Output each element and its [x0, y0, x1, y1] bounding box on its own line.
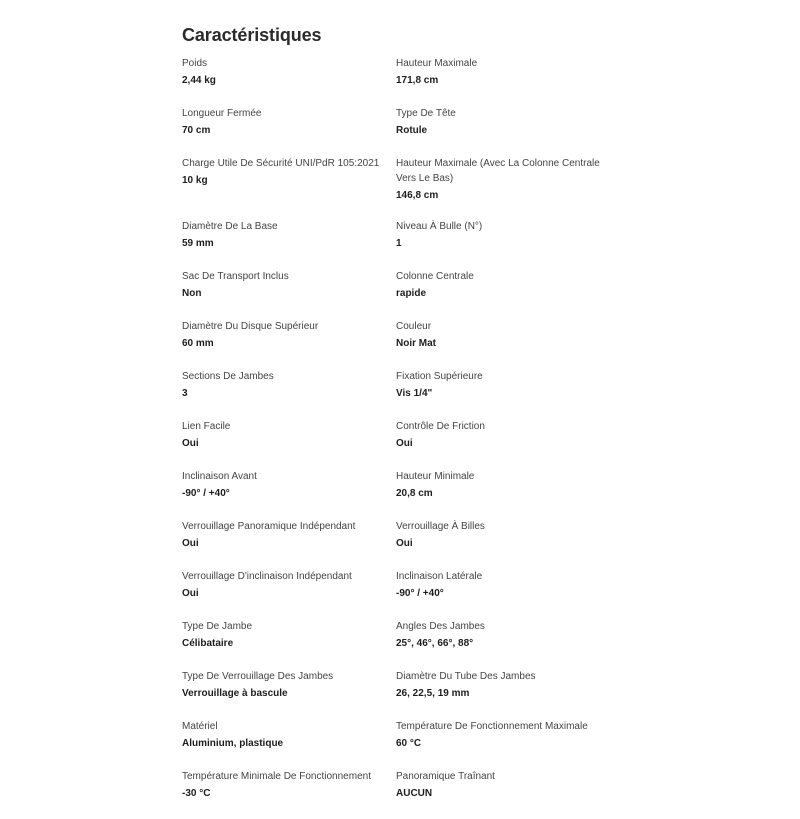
- spec-value: 146,8 cm: [396, 190, 439, 201]
- spec-value: 20,8 cm: [396, 488, 433, 499]
- spec-label: Type De Jambe: [182, 621, 253, 632]
- spec-label: Longueur Fermée: [182, 108, 262, 119]
- spec-value: 26, 22,5, 19 mm: [396, 688, 470, 699]
- section-title: Caractéristiques: [182, 25, 322, 45]
- spec-label: Lien Facile: [182, 421, 231, 432]
- spec-item-hauteur-maximale-colonne-bas: [396, 156, 622, 219]
- spec-label: Hauteur Maximale (Avec La Colonne Centrale Vers Le Bas): [396, 158, 600, 184]
- spec-value: Aluminium, plastique: [182, 738, 284, 749]
- spec-item-colonne-centrale: [396, 269, 622, 319]
- spec-item-inclinaison-laterale: [396, 569, 622, 619]
- spec-value: AUCUN: [396, 788, 433, 799]
- spec-label: Diamètre Du Disque Supérieur: [182, 321, 319, 332]
- spec-label: Diamètre Du Tube Des Jambes: [396, 671, 536, 682]
- spec-label: Diamètre De La Base: [182, 221, 278, 232]
- spec-label: Angles Des Jambes: [396, 621, 485, 632]
- spec-item-niveau-a-bulle: [396, 219, 622, 269]
- spec-item-diametre-tube-jambes: [396, 669, 622, 719]
- spec-value: Oui: [182, 538, 199, 549]
- spec-item-diametre-disque: [182, 319, 396, 369]
- spec-value: 59 mm: [182, 238, 214, 249]
- spec-value: Oui: [396, 438, 413, 449]
- specifications-grid: [182, 56, 622, 819]
- spec-label: Poids: [182, 58, 208, 69]
- spec-label: Colonne Centrale: [396, 271, 474, 282]
- spec-label: Charge Utile De Sécurité UNI/PdR 105:2021: [182, 158, 380, 169]
- spec-item-diametre-base: [182, 219, 396, 269]
- spec-item-longueur-fermee: [182, 106, 396, 156]
- spec-item-controle-friction: [396, 419, 622, 469]
- spec-item-verrouillage-billes: [396, 519, 622, 569]
- spec-value: 25°, 46°, 66°, 88°: [396, 638, 474, 649]
- spec-label: Inclinaison Avant: [182, 471, 257, 482]
- specifications-section: [182, 24, 622, 819]
- spec-item-panoramique-trainant: [396, 769, 622, 819]
- spec-label: Température Minimale De Fonctionnement: [182, 771, 371, 782]
- spec-value: Oui: [396, 538, 413, 549]
- spec-label: Type De Tête: [396, 108, 456, 119]
- spec-label: Verrouillage D'inclinaison Indépendant: [182, 571, 352, 582]
- spec-label: Verrouillage À Billes: [396, 521, 485, 532]
- spec-value: -90° / +40°: [396, 588, 444, 599]
- spec-item-verrouillage-inclinaison: [182, 569, 396, 619]
- spec-label: Température De Fonctionnement Maximale: [396, 721, 588, 732]
- spec-item-verrouillage-panoramique: [182, 519, 396, 569]
- spec-value: Oui: [182, 438, 199, 449]
- spec-label: Hauteur Maximale: [396, 58, 478, 69]
- spec-value: 10 kg: [182, 175, 208, 186]
- spec-item-materiel: [182, 719, 396, 769]
- spec-value: Célibataire: [182, 638, 234, 649]
- spec-label: Type De Verrouillage Des Jambes: [182, 671, 334, 682]
- spec-label: Sac De Transport Inclus: [182, 271, 289, 282]
- spec-value: Verrouillage à bascule: [182, 688, 288, 699]
- spec-value: 171,8 cm: [396, 75, 439, 86]
- spec-item-hauteur-minimale: [396, 469, 622, 519]
- spec-value: Noir Mat: [396, 338, 436, 349]
- spec-value: 3: [182, 388, 188, 399]
- spec-label: Couleur: [396, 321, 432, 332]
- spec-value: 2,44 kg: [182, 75, 216, 86]
- spec-label: Verrouillage Panoramique Indépendant: [182, 521, 356, 532]
- spec-item-charge-utile: [182, 156, 396, 219]
- spec-value: rapide: [396, 288, 427, 299]
- spec-item-sac-transport: [182, 269, 396, 319]
- spec-label: Inclinaison Latérale: [396, 571, 483, 582]
- spec-item-temperature-max: [396, 719, 622, 769]
- spec-value: Oui: [182, 588, 199, 599]
- spec-item-inclinaison-avant: [182, 469, 396, 519]
- spec-value: Vis 1/4": [396, 388, 433, 399]
- spec-value: 70 cm: [182, 125, 211, 136]
- spec-item-type-jambe: [182, 619, 396, 669]
- spec-label: Hauteur Minimale: [396, 471, 475, 482]
- spec-item-lien-facile: [182, 419, 396, 469]
- spec-value: -30 °C: [182, 788, 211, 799]
- spec-item-couleur: [396, 319, 622, 369]
- spec-label: Fixation Supérieure: [396, 371, 483, 382]
- spec-item-poids: [182, 56, 396, 106]
- spec-value: 60 °C: [396, 738, 422, 749]
- spec-item-type-de-tete: [396, 106, 622, 156]
- spec-item-temperature-min: [182, 769, 396, 819]
- spec-value: Rotule: [396, 125, 428, 136]
- spec-value: 1: [396, 238, 402, 249]
- spec-label: Sections De Jambes: [182, 371, 274, 382]
- spec-label: Niveau À Bulle (N°): [396, 221, 483, 232]
- spec-item-angles-jambes: [396, 619, 622, 669]
- spec-item-sections-jambes: [182, 369, 396, 419]
- spec-label: Panoramique Traînant: [396, 771, 495, 782]
- spec-value: -90° / +40°: [182, 488, 230, 499]
- spec-item-type-verrouillage-jambes: [182, 669, 396, 719]
- spec-label: Contrôle De Friction: [396, 421, 485, 432]
- spec-label: Matériel: [182, 721, 218, 732]
- spec-item-hauteur-maximale: [396, 56, 622, 106]
- spec-item-fixation-superieure: [396, 369, 622, 419]
- spec-value: Non: [182, 288, 202, 299]
- spec-value: 60 mm: [182, 338, 214, 349]
